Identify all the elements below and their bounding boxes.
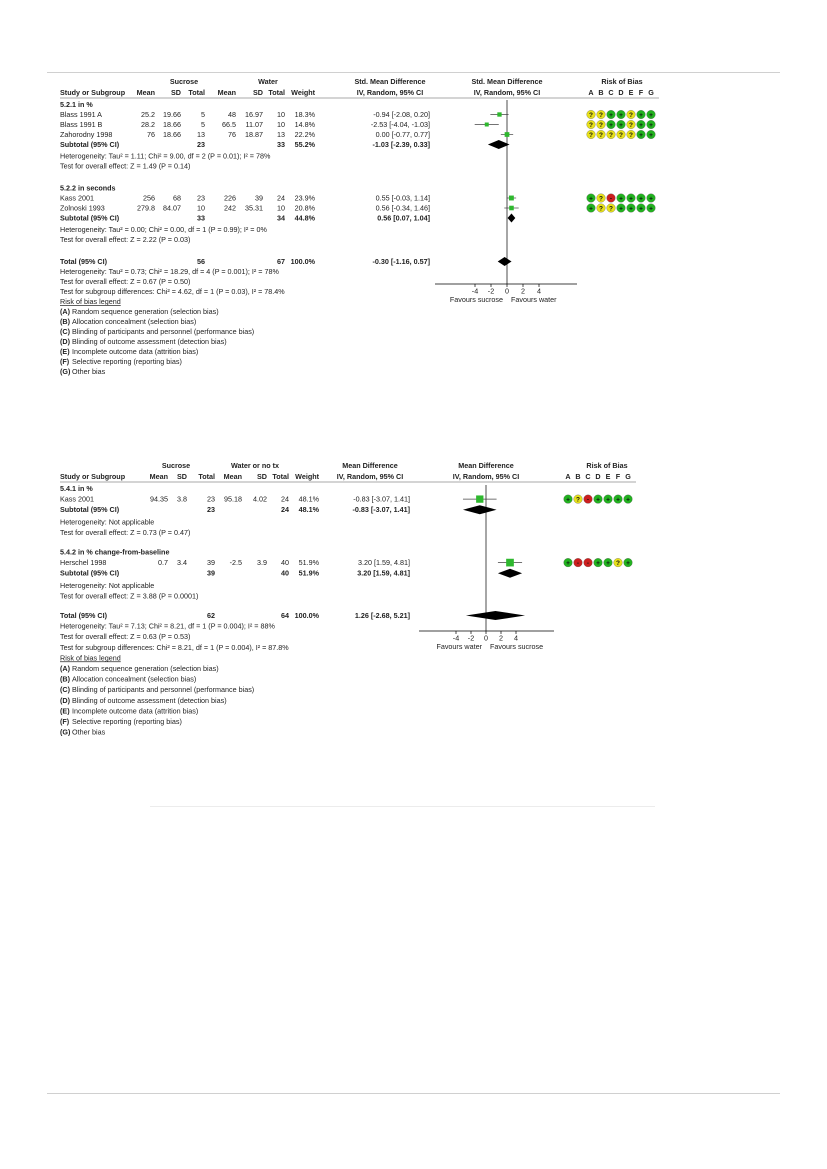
heterogeneity-text: Heterogeneity: Not applicable	[60, 580, 155, 590]
x-axis-tick-label: 0	[505, 286, 509, 296]
rob-letter-B: B	[598, 88, 604, 97]
rob-symbol: ?	[589, 122, 593, 129]
sd2-header: SD	[257, 472, 267, 481]
study-column-header: Study or Subgroup	[60, 472, 126, 481]
study-weight: 20.8%	[294, 203, 315, 213]
rob-symbol: +	[639, 205, 643, 213]
control-total: 13	[277, 130, 285, 139]
control-sd: 39	[255, 193, 263, 203]
x-axis-tick-label: -2	[487, 286, 495, 296]
rob-letter-C: C	[585, 472, 591, 481]
study-name: Blass 1991 B	[60, 120, 103, 129]
mean2-header: Mean	[217, 88, 236, 97]
subgroup-title: 5.2.1 in %	[60, 100, 93, 109]
control-sd: 4.02	[253, 494, 267, 504]
method-header: IV, Random, 95% CI	[336, 472, 404, 481]
bias-legend-key: (C)	[60, 685, 70, 695]
total-weight: 100.0%	[290, 257, 315, 266]
heterogeneity-text: Heterogeneity: Tau² = 0.00; Chi² = 0.00, df = 1 (P = 0.99); I² = 0%	[60, 225, 267, 234]
x-axis-tick-label: 4	[537, 286, 541, 296]
axis-left-label: Favours water	[436, 642, 482, 651]
sucrose-total: 39	[207, 558, 215, 568]
rob-symbol: ?	[599, 205, 603, 213]
bottom-rule	[47, 1093, 780, 1094]
rob-symbol: +	[609, 112, 613, 119]
sd1-header: SD	[171, 88, 181, 97]
bias-legend-key: (B)	[60, 674, 70, 684]
sucrose-total: 23	[197, 193, 205, 203]
total-effect-ci: -0.30 [-1.16, 0.57]	[372, 257, 430, 266]
control-sd: 11.07	[245, 120, 263, 129]
overall-effect-text: Test for overall effect: Z = 3.88 (P = 0.0001)	[60, 591, 199, 601]
control-mean: 48	[228, 110, 236, 119]
subtotal-effect-ci: 3.20 [1.59, 4.81]	[357, 568, 410, 578]
subtotal-n1: 33	[197, 213, 205, 223]
point-estimate	[476, 495, 483, 502]
x-axis-tick-label: 0	[484, 633, 488, 643]
rob-symbol: +	[606, 560, 610, 568]
bias-legend-key: (A)	[60, 307, 70, 316]
plot-column-header: Std. Mean Difference	[471, 77, 543, 86]
study-name: Blass 1991 A	[60, 110, 102, 119]
rob-letter-E: E	[605, 472, 611, 481]
study-effect-ci: 3.20 [1.59, 4.81]	[358, 558, 410, 568]
sd1-header: SD	[177, 472, 187, 481]
rob-symbol: +	[596, 496, 600, 504]
subtotal-n1: 39	[207, 568, 215, 578]
bias-legend-key: (B)	[60, 317, 70, 326]
bias-legend-key: (E)	[60, 347, 70, 356]
point-estimate	[509, 206, 514, 211]
subtotal-weight: 55.2%	[294, 140, 315, 149]
rob-symbol: ?	[599, 122, 603, 129]
control-total: 24	[277, 193, 285, 203]
faint-divider	[150, 806, 655, 807]
bias-legend-title: Risk of bias legend	[60, 653, 121, 663]
subtotal-n2: 40	[281, 568, 289, 578]
bias-legend-key: (G)	[60, 367, 71, 376]
study-weight: 23.9%	[294, 193, 315, 203]
axis-right-label: Favours water	[511, 295, 557, 304]
rob-symbol: +	[649, 195, 653, 203]
bias-legend-title: Risk of bias legend	[60, 297, 121, 306]
rob-symbol: +	[639, 112, 643, 119]
pooled-diamond	[508, 214, 516, 223]
method-header: IV, Random, 95% CI	[356, 88, 424, 97]
heterogeneity-text: Heterogeneity: Tau² = 1.11; Chi² = 9.00, df = 2 (P = 0.01); I² = 78%	[60, 151, 271, 161]
rob-symbol: +	[629, 195, 633, 203]
rob-symbol: ?	[629, 122, 633, 129]
rob-symbol: ?	[599, 132, 603, 139]
subtotal-label: Subtotal (95% CI)	[60, 505, 120, 515]
study-name: Kass 2001	[60, 494, 94, 504]
rob-letter-C: C	[608, 88, 614, 97]
total-n1: 56	[197, 257, 205, 266]
rob-symbol: ?	[599, 112, 603, 119]
footer-stat: Test for overall effect: Z = 0.67 (P = 0.50)	[60, 277, 191, 286]
bias-legend-key: (C)	[60, 327, 70, 336]
rob-symbol: ?	[599, 195, 603, 203]
point-estimate	[497, 112, 501, 116]
footer-stat: Heterogeneity: Tau² = 0.73; Chi² = 18.29, df = 4 (P = 0.001); I² = 78%	[60, 267, 279, 276]
sd2-header: SD	[253, 88, 263, 97]
total-label: Total (95% CI)	[60, 257, 107, 266]
rob-symbol: +	[649, 122, 653, 129]
bias-legend-item: Other bias	[72, 727, 106, 737]
sucrose-mean: 0.7	[158, 558, 168, 568]
subtotal-weight: 48.1%	[298, 505, 319, 515]
heterogeneity-text: Heterogeneity: Not applicable	[60, 517, 155, 527]
control-mean: 226	[224, 193, 236, 203]
rob-symbol: +	[629, 205, 633, 213]
total-n2: 64	[281, 611, 289, 620]
point-estimate	[506, 559, 514, 567]
overall-effect-text: Test for overall effect: Z = 0.73 (P = 0.47)	[60, 527, 191, 537]
bias-legend-key: (F)	[60, 357, 70, 366]
study-weight: 51.9%	[298, 558, 319, 568]
bias-legend-item: Incomplete outcome data (attrition bias)	[72, 347, 199, 356]
forest-plot-2	[0, 455, 827, 795]
control-total: 24	[281, 494, 289, 504]
bias-legend-key: (D)	[60, 337, 70, 346]
rob-symbol: ?	[576, 496, 580, 504]
subtotal-effect-ci: -0.83 [-3.07, 1.41]	[352, 505, 410, 515]
axis-left-label: Favours sucrose	[449, 295, 503, 304]
pooled-diamond	[488, 140, 510, 149]
rob-symbol: +	[649, 132, 653, 139]
bias-legend-item: Random sequence generation (selection bias)	[72, 664, 219, 673]
sucrose-sd: 3.8	[177, 494, 187, 504]
sucrose-sd: 3.4	[177, 558, 187, 568]
rob-letter-E: E	[628, 88, 634, 97]
sucrose-sd: 84.07	[163, 203, 181, 213]
bias-legend-item: Incomplete outcome data (attrition bias)	[72, 706, 199, 716]
group2-header: Water	[258, 77, 278, 86]
pooled-diamond	[498, 569, 522, 578]
control-sd: 18.87	[245, 130, 263, 139]
rob-symbol: -	[609, 195, 613, 203]
footer-stat: Heterogeneity: Tau² = 7.13; Chi² = 8.21, df = 1 (P = 0.004); I² = 88%	[60, 621, 275, 631]
total-n1: 62	[207, 611, 215, 620]
sucrose-total: 5	[201, 110, 205, 119]
total-effect-ci: 1.26 [-2.68, 5.21]	[354, 611, 410, 620]
rob-letter-F: F	[638, 88, 644, 97]
sucrose-mean: 76	[147, 130, 155, 139]
subtotal-n1: 23	[207, 505, 215, 515]
bias-legend-key: (A)	[60, 664, 70, 673]
rob-symbol: +	[626, 496, 630, 504]
subgroup-title: 5.2.2 in seconds	[60, 183, 116, 193]
overall-effect-text: Test for overall effect: Z = 2.22 (P = 0.03)	[60, 235, 191, 244]
bias-legend-item: Blinding of outcome assessment (detection bias)	[72, 695, 227, 705]
control-total: 40	[281, 558, 289, 568]
rob-symbol: ?	[609, 205, 613, 213]
sucrose-mean: 256	[143, 193, 155, 203]
control-sd: 35.31	[245, 203, 263, 213]
x-axis-tick-label: 2	[499, 633, 503, 643]
mean1-header: Mean	[149, 472, 168, 481]
rob-symbol: +	[609, 122, 613, 129]
x-axis-tick-label: -4	[452, 633, 460, 643]
rob-symbol: -	[586, 560, 590, 568]
rob-symbol: +	[566, 560, 570, 568]
bias-legend-item: Allocation concealment (selection bias)	[72, 674, 197, 684]
plot-method-header: IV, Random, 95% CI	[473, 88, 541, 97]
total1-header: Total	[198, 472, 215, 481]
point-estimate	[509, 196, 514, 201]
study-effect-ci: -0.83 [-3.07, 1.41]	[353, 494, 410, 504]
bias-legend-key: (F)	[60, 717, 70, 726]
rob-symbol: +	[616, 496, 620, 504]
rob-symbol: +	[639, 195, 643, 203]
rob-symbol: +	[589, 195, 593, 203]
rob-letter-G: G	[625, 472, 631, 481]
footer-stat: Test for subgroup differences: Chi² = 8.21, df = 1 (P = 0.004), I² = 87.8%	[60, 642, 289, 652]
rob-letter-D: D	[618, 88, 624, 97]
subtotal-label: Subtotal (95% CI)	[60, 140, 120, 149]
bias-legend-key: (G)	[60, 727, 71, 737]
point-estimate	[485, 123, 489, 127]
study-effect-ci: 0.00 [-0.77, 0.77]	[375, 130, 430, 139]
control-mean: 76	[228, 130, 236, 139]
rob-symbol: +	[566, 496, 570, 504]
bias-legend-item: Blinding of outcome assessment (detection bias)	[72, 337, 227, 346]
rob-symbol: ?	[629, 132, 633, 139]
rob-symbol: +	[619, 112, 623, 119]
pooled-diamond	[498, 257, 512, 266]
bias-legend-key: (E)	[60, 706, 70, 716]
weight-header: Weight	[295, 472, 319, 481]
footer-stat: Test for overall effect: Z = 0.63 (P = 0.53)	[60, 632, 191, 642]
group1-header: Sucrose	[169, 77, 199, 86]
sucrose-mean: 279.8	[137, 203, 155, 213]
rob-symbol: +	[649, 112, 653, 119]
rob-symbol: +	[639, 122, 643, 129]
rob-symbol: +	[626, 560, 630, 568]
study-weight: 22.2%	[294, 130, 315, 139]
subtotal-label: Subtotal (95% CI)	[60, 568, 120, 578]
sucrose-mean: 94.35	[150, 494, 168, 504]
control-mean: 242	[224, 203, 236, 213]
subtotal-label: Subtotal (95% CI)	[60, 213, 120, 223]
sucrose-sd: 19.66	[163, 110, 181, 119]
total1-header: Total	[188, 88, 205, 97]
x-axis-tick-label: 4	[514, 633, 518, 643]
mean2-header: Mean	[223, 472, 242, 481]
rob-symbol: +	[619, 195, 623, 203]
study-effect-ci: -2.53 [-4.04, -1.03]	[370, 120, 430, 129]
control-sd: 16.97	[245, 110, 263, 119]
rob-symbol: +	[619, 122, 623, 129]
rob-letter-A: A	[565, 472, 571, 481]
rob-symbol: ?	[589, 132, 593, 139]
bias-legend-item: Random sequence generation (selection bias)	[72, 307, 219, 316]
study-name: Kass 2001	[60, 193, 94, 203]
subgroup-title: 5.4.2 in % change-from-baseline	[60, 547, 170, 557]
control-mean: -2.5	[229, 558, 242, 568]
rob-symbol: +	[596, 560, 600, 568]
rob-symbol: ?	[629, 112, 633, 119]
study-weight: 18.3%	[294, 110, 315, 119]
bias-legend-key: (D)	[60, 695, 70, 705]
study-name: Herschel 1998	[60, 558, 107, 568]
effect-column-header: Mean Difference	[342, 461, 398, 470]
risk-of-bias-header: Risk of Bias	[601, 77, 643, 86]
study-column-header: Study or Subgroup	[60, 88, 126, 97]
overall-effect-text: Test for overall effect: Z = 1.49 (P = 0.14)	[60, 161, 191, 171]
weight-header: Weight	[291, 88, 315, 97]
study-weight: 14.8%	[294, 120, 315, 129]
subtotal-weight: 44.8%	[294, 213, 315, 223]
sucrose-total: 13	[197, 130, 205, 139]
bias-legend-item: Other bias	[72, 367, 106, 376]
study-effect-ci: 0.56 [-0.34, 1.46]	[375, 203, 430, 213]
subtotal-n2: 33	[277, 140, 285, 149]
sucrose-sd: 18.66	[163, 120, 181, 129]
bias-legend-item: Selective reporting (reporting bias)	[72, 357, 182, 366]
group2-header: Water or no tx	[230, 461, 280, 470]
study-name: Zahorodny 1998	[60, 130, 113, 139]
group1-header: Sucrose	[161, 461, 191, 470]
rob-letter-A: A	[588, 88, 594, 97]
control-total: 10	[277, 120, 285, 129]
study-effect-ci: 0.55 [-0.03, 1.14]	[375, 193, 430, 203]
control-total: 10	[277, 110, 285, 119]
control-total: 10	[277, 203, 285, 213]
point-estimate	[505, 132, 510, 137]
mean1-header: Mean	[136, 88, 155, 97]
x-axis-tick-label: 2	[521, 286, 525, 296]
effect-column-header: Std. Mean Difference	[354, 77, 426, 86]
study-name: Zolnoski 1993	[60, 203, 105, 213]
rob-letter-B: B	[575, 472, 581, 481]
rob-symbol: +	[639, 132, 643, 139]
total-n2: 67	[277, 257, 285, 266]
pooled-diamond	[463, 505, 497, 514]
pooled-diamond	[466, 611, 525, 620]
total2-header: Total	[272, 472, 289, 481]
rob-symbol: +	[649, 205, 653, 213]
forest-plot-1	[0, 72, 827, 492]
rob-symbol: +	[619, 205, 623, 213]
rob-symbol: ?	[619, 132, 623, 139]
rob-symbol: ?	[609, 132, 613, 139]
control-sd: 3.9	[257, 558, 267, 568]
rob-letter-D: D	[595, 472, 601, 481]
rob-letter-F: F	[615, 472, 621, 481]
study-weight: 48.1%	[298, 494, 319, 504]
control-mean: 95.18	[224, 494, 242, 504]
rob-symbol: +	[606, 496, 610, 504]
bias-legend-item: Blinding of participants and personnel (performance bias)	[72, 685, 255, 695]
sucrose-sd: 18.66	[163, 130, 181, 139]
rob-letter-G: G	[648, 88, 654, 97]
sucrose-total: 23	[207, 494, 215, 504]
sucrose-total: 5	[201, 120, 205, 129]
bias-legend-item: Allocation concealment (selection bias)	[72, 317, 197, 326]
subtotal-effect-ci: 0.56 [0.07, 1.04]	[377, 213, 430, 223]
rob-symbol: ?	[616, 560, 620, 568]
x-axis-tick-label: -2	[467, 633, 475, 643]
x-axis-tick-label: -4	[471, 286, 479, 296]
rob-symbol: ?	[589, 112, 593, 119]
sucrose-mean: 28.2	[141, 120, 155, 129]
rob-symbol: -	[576, 560, 580, 568]
sucrose-sd: 68	[173, 193, 181, 203]
total-label: Total (95% CI)	[60, 611, 107, 620]
risk-of-bias-header: Risk of Bias	[586, 461, 628, 470]
rob-symbol: +	[589, 205, 593, 213]
sucrose-total: 10	[197, 203, 205, 213]
subtotal-weight: 51.9%	[298, 568, 319, 578]
subtotal-n2: 24	[281, 505, 289, 515]
subtotal-n2: 34	[277, 213, 285, 223]
total-weight: 100.0%	[294, 611, 319, 620]
axis-right-label: Favours sucrose	[490, 642, 544, 651]
subtotal-effect-ci: -1.03 [-2.39, 0.33]	[372, 140, 430, 149]
subtotal-n1: 23	[197, 140, 205, 149]
subgroup-title: 5.4.1 in %	[60, 484, 93, 493]
plot-method-header: IV, Random, 95% CI	[452, 472, 520, 481]
bias-legend-item: Blinding of participants and personnel (performance bias)	[72, 327, 255, 336]
footer-stat: Test for subgroup differences: Chi² = 4.62, df = 1 (P = 0.03), I² = 78.4%	[60, 287, 285, 296]
total2-header: Total	[268, 88, 285, 97]
control-mean: 66.5	[222, 120, 236, 129]
rob-symbol: -	[586, 496, 590, 504]
plot-column-header: Mean Difference	[458, 461, 514, 470]
study-effect-ci: -0.94 [-2.08, 0.20]	[373, 110, 430, 119]
bias-legend-item: Selective reporting (reporting bias)	[72, 717, 182, 726]
sucrose-mean: 25.2	[141, 110, 155, 119]
